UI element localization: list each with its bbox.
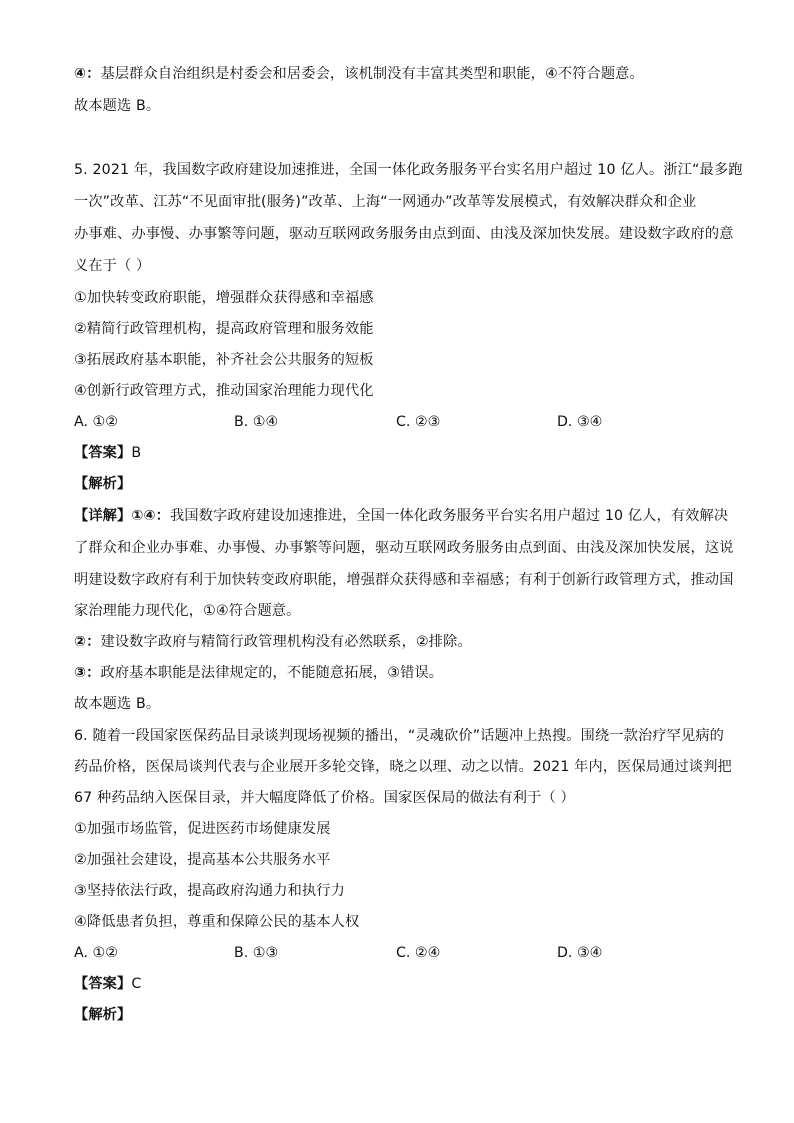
q5-detail-line-2: 了群众和企业办事难、办事慢、办事繁等问题，驱动互联网政务服务由点到面、由浅及深加快发展，这说 [74,540,734,556]
q5-note-2-text: 建设数字政府与精简行政管理机构没有必然联系，②排除。 [100,634,472,650]
prev-note-text: 基层群众自治组织是村委会和居委会，该机制没有丰富其类型和职能，④不符合题意。 [100,66,644,82]
q6-item-1: ①加强市场监管，促进医药市场健康发展 [74,821,331,837]
q5-answer-line [74,443,724,463]
q6-item-4: ④降低患者负担，尊重和保障公民的基本人权 [74,914,360,930]
q5-detail-text-1: 我国数字政府建设加速推进，全国一体化政务服务平台实名用户超过 10 亿人，有效解决 [170,508,729,524]
q6-stem-line-1: 6. 随着一段国家医保药品目录谈判现场视频的播出，“灵魂砍价”话题冲上热搜。围绕一款治疗罕见病的 [74,728,725,744]
q5-item-3: ③拓展政府基本职能，补齐社会公共服务的短板 [74,352,374,368]
q5-item-1: ①加快转变政府职能，增强群众获得感和幸福感 [74,290,374,306]
q6-item-3: ③坚持依法行政，提高政府沟通力和执行力 [74,883,345,899]
q6-stem-line-3: 67 种药品纳入医保目录，并大幅度降低了价格。国家医保局的做法有利于（ ） [74,790,575,806]
q6-option-a: A. ①② [74,945,118,961]
q5-stem-line-2: 一次”改革、江苏“不见面审批(服务)”改革、上海“一网通办”改革等发展模式，有效解决群众和企业 [74,194,697,210]
q5-answer-tag: 【答案】 [74,445,132,461]
q5-option-b: B. ①④ [234,414,279,430]
q5-stem-line-1: 5. 2021 年，我国数字政府建设加速推进，全国一体化政务服务平台实名用户超过 10 亿人。浙江“最多跑 [74,162,743,178]
q5-note-2-head: ②： [74,634,101,650]
q5-option-a: A. ①② [74,414,118,430]
q5-item-2: ②精简行政管理机构，提高政府管理和服务效能 [74,321,374,337]
q5-answer: B [131,445,142,461]
q6-analysis-tag: 【解析】 [74,1007,132,1023]
q5-stem-line-4: 义在于（ ） [74,258,151,274]
q5-note-3 [74,663,724,683]
q5-detail-head: ①④： [131,508,171,524]
q5-detail-line-3: 明建设数字政府有利于加快转变政府职能，增强群众获得感和幸福感；有利于创新行政管理方式，推动国 [74,572,734,588]
q5-detail-tag: 【详解】 [74,508,132,524]
q5-detail-line-4: 家治理能力现代化，①④符合题意。 [74,603,301,619]
q6-answer-tag: 【答案】 [74,976,132,992]
q5-note-3-text: 政府基本职能是法律规定的，不能随意拓展，③错误。 [100,665,444,681]
q5-option-c: C. ②③ [396,414,441,430]
prev-note-line [74,64,724,84]
q5-analysis-tag: 【解析】 [74,476,132,492]
prev-conclusion: 故本题选 B。 [74,98,161,114]
q6-option-d: D. ③④ [557,945,603,961]
q5-note-3-head: ③： [74,665,101,681]
q6-stem-line-2: 药品价格，医保局谈判代表与企业展开多轮交锋，晓之以理、动之以情。2021 年内，医保局通过谈判把 [74,759,732,775]
q6-option-c: C. ②④ [396,945,441,961]
q6-item-2: ②加强社会建设，提高基本公共服务水平 [74,852,331,868]
q5-stem-line-3: 办事难、办事慢、办事繁等问题，驱动互联网政务服务由点到面、由浅及深加快发展。建设数字政府的意 [74,226,734,242]
q5-option-d: D. ③④ [557,414,603,430]
q5-item-4: ④创新行政管理方式，推动国家治理能力现代化 [74,383,374,399]
q5-detail-line-1 [74,506,729,526]
q6-option-b: B. ①③ [234,945,279,961]
q5-conclusion: 故本题选 B。 [74,696,161,712]
q6-answer: C [131,976,142,992]
q6-answer-line [74,974,724,994]
q5-note-2 [74,632,724,652]
prev-note-head: ④： [74,66,101,82]
